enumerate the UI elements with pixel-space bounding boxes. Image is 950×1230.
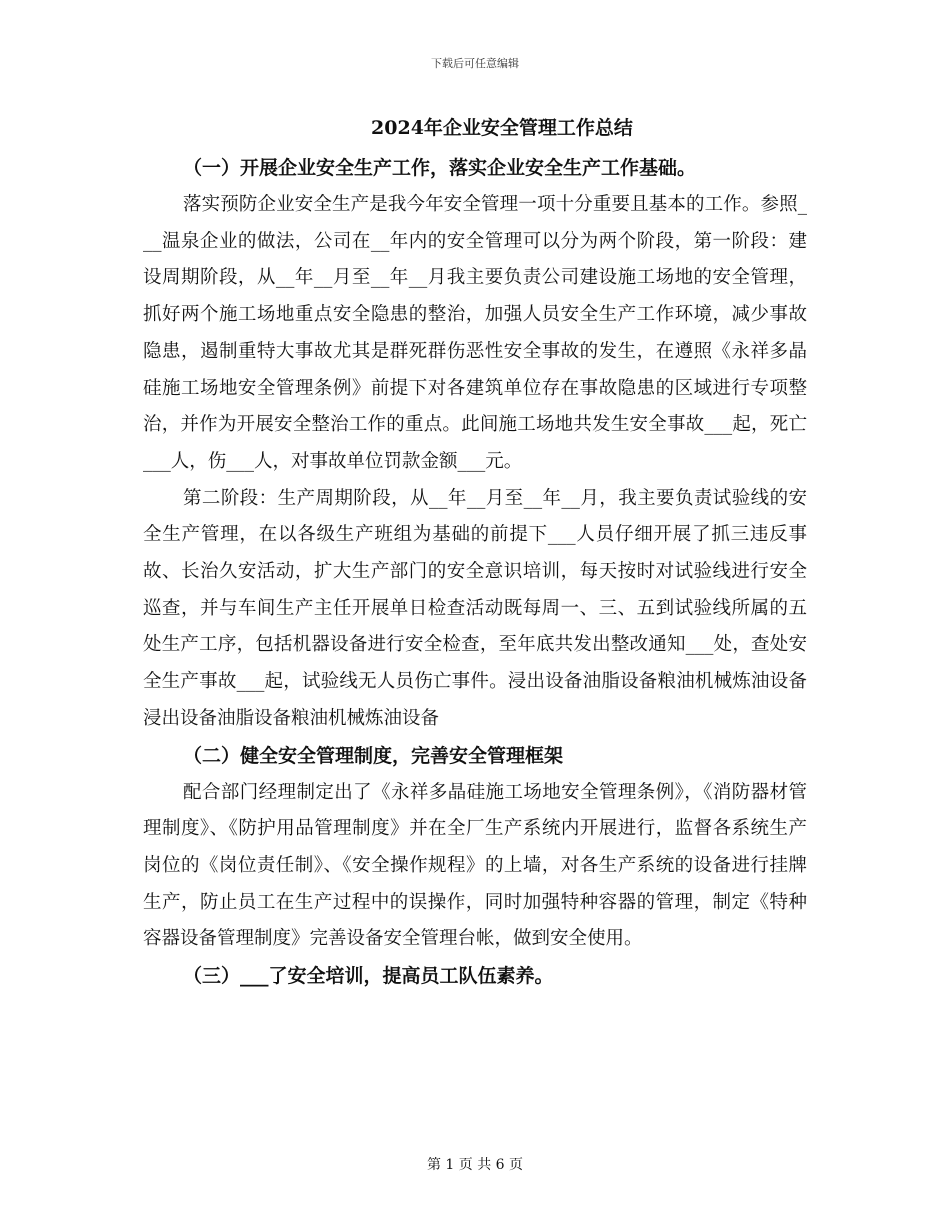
section-3-heading: （三）___了安全培训，提高员工队伍素养。: [183, 965, 554, 988]
section-1-heading: （一）开展企业安全生产工作，落实企业安全生产工作基础。: [183, 157, 697, 179]
document-body: [143, 106, 807, 995]
section-1-paragraph-1: 落实预防企业安全生产是我今年安全管理一项十分重要且基本的工作。参照___温泉企业的做法，公司在__年内的安全管理可以分为两个阶段，第一阶段：建设周期阶段，从__年__月至__年__月我主要负责公司建设施工场地的安全管理，抓好两个施工场地重点安全隐患的整治，加强人员安全生产工作环境，减少事故隐患，遏制重特大事故尤其是群死群伤恶性安全事故的发生，在遵照《永祥多晶硅施工场地安全管理条例》前提下对各建筑单位存在事故隐患的区域进行专项整治，并作为开展安全整治工作的重点。此间施工场地共发生安全事故___起，死亡___人，伤___人，对事故单位罚款金额___元。: [143, 194, 807, 472]
section-1-paragraph-2: 第二阶段：生产周期阶段，从__年__月至__年__月，我主要负责试验线的安全生产管理，在以各级生产班组为基础的前提下___人员仔细开展了抓三违反事故、长治久安活动，扩大生产部门的安全意识培训，每天按时对试验线进行安全巡查，并与车间生产主任开展单日检查活动既每周一、三、五到试验线所属的五处生产工序，包括机器设备进行安全检查，至年底共发出整改通知___处，查处安全生产事故___起，试验线无人员伤亡事件。浸出设备油脂设备粮油机械炼油设备浸出设备油脂设备粮油机械炼油设备: [143, 487, 807, 729]
page-number-footer: 第 1 页 共 6 页: [426, 1157, 524, 1173]
section-2-heading: （二）健全安全管理制度，完善安全管理框架: [183, 744, 564, 767]
header-note: 下载后可任意编辑: [431, 57, 519, 70]
section-2-paragraph-1: 配合部门经理制定出了《永祥多晶硅施工场地安全管理条例》，《消防器材管理制度》、《防护用品管理制度》并在全厂生产系统内开展进行，监督各系统生产岗位的《岗位责任制》、《安全操作规程》的上墙，对各生产系统的设备进行挂牌生产，防止员工在生产过程中的误操作，同时加强特种容器的管理，制定《特种容器设备管理制度》完善设备安全管理台帐，做到安全使用。: [143, 781, 807, 950]
document-title: 2024年企业安全管理工作总结: [371, 117, 633, 139]
